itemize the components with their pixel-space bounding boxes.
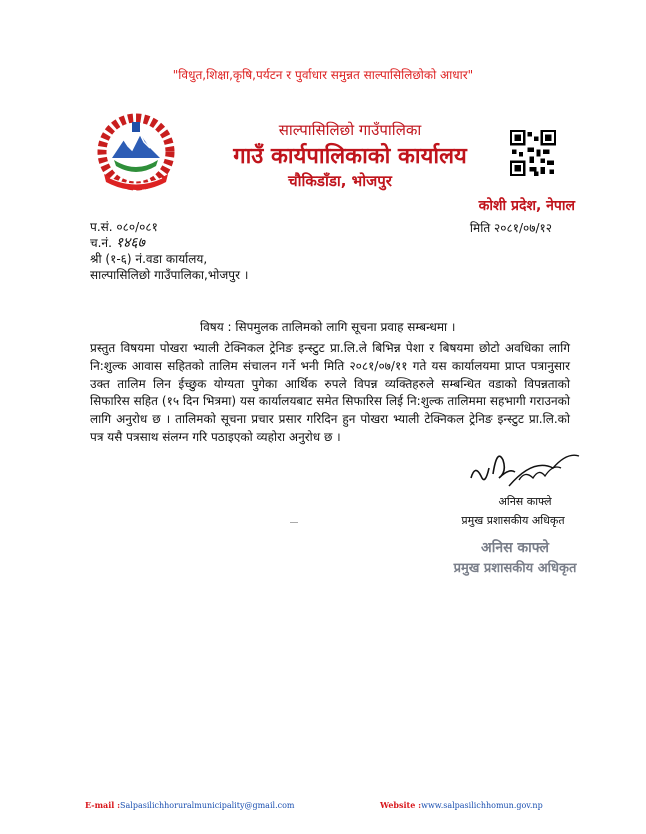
letter-body: प्रस्तुत विषयमा पोखरा भ्याली टेक्निकल ट्रेनिङ इन्स्टुट प्रा.लि.ले बिभिन्न पेशा र बिषयमा छोटो अवधिका लागि नि:शुल्क आवास सहितको तालिम संचालन गर्ने भनी मिति २०८१/०७/११ गते यस कार्यालयमा प्राप्त पत्रानुसार उक्त तालिम लिन ईच्छुक योग्यता पुगेका आर्थिक रुपले विपन्न व्यक्तिहरुले सम्बन्धित वडाको विपन्नताको सिफारिस सहित (१५ दिन भित्रमा) यस कार्यालयबाट समेत सिफारिस लिई नि:शुल्क तालिममा सहभागी गराउनको लागि अनुरोध छ । तालिमको सूचना प्रचार प्रसार गरिदिन हुन पोखरा भ्याली टेक्निकल ट्रेनिङ इन्स्टुट प्रा.लि.को पत्र यसै पत्रसाथ संलग्न गरि पठाइएको व्यहोरा अनुरोध छ । — [90, 341, 570, 444]
office-name: गाउँ कार्यपालिकाको कार्यालय — [233, 144, 467, 169]
dispatch-label: च.नं. — [90, 236, 112, 250]
letter-date — [400, 219, 552, 236]
qr-code-icon — [510, 130, 556, 176]
municipality-name: साल्पासिलिछो गाउँपालिका — [278, 121, 422, 139]
handwritten-signature — [463, 438, 583, 494]
recipient-line-1: श्री (१-६) नं.वडा कार्यालय, — [90, 252, 208, 266]
province-name: कोशी प्रदेश, नेपाल — [478, 198, 575, 214]
office-address: चौकिडाँडा, भोजपुर — [288, 172, 392, 190]
signatory-title: प्रमुख प्रशासकीय अधिकृत — [461, 514, 565, 527]
stamp-name: अनिस काफ्ले — [481, 540, 549, 556]
slogan: "विधुत,शिक्षा,कृषि,पर्यटन र पुर्वाधार समुन्नत साल्पासिलिछोको आधार" — [172, 68, 474, 82]
reference-number: प.सं. ०८०/०८१ — [90, 220, 158, 234]
signatory-name: अनिस काफ्ले — [498, 495, 552, 508]
dispatch-number-line — [90, 235, 248, 251]
website-label: Website : — [380, 800, 422, 810]
email-link[interactable]: Salpasilichhoruralmunicipality@gmail.com — [120, 801, 295, 810]
dispatch-number: १४६७ — [115, 235, 145, 251]
date-value: २०८१/०७/१२ — [493, 221, 552, 235]
email-label: E-mail : — [85, 800, 121, 810]
scan-speck — [290, 522, 298, 523]
letter-meta — [90, 219, 248, 283]
website-link[interactable]: www.salpasilichhomun.gov.np — [421, 801, 543, 810]
footer-email — [85, 800, 295, 810]
footer-website — [380, 800, 543, 810]
date-label: मिति — [469, 221, 491, 235]
letter-subject: विषय : सिपमुलक तालिमको लागि सूचना प्रवाह सम्बन्धमा । — [200, 320, 456, 334]
stamp-title: प्रमुख प्रशासकीय अधिकृत — [453, 561, 577, 576]
nepal-government-emblem — [90, 112, 182, 194]
recipient-line-2: साल्पासिलिछो गाउँपालिका,भोजपुर । — [90, 268, 249, 282]
